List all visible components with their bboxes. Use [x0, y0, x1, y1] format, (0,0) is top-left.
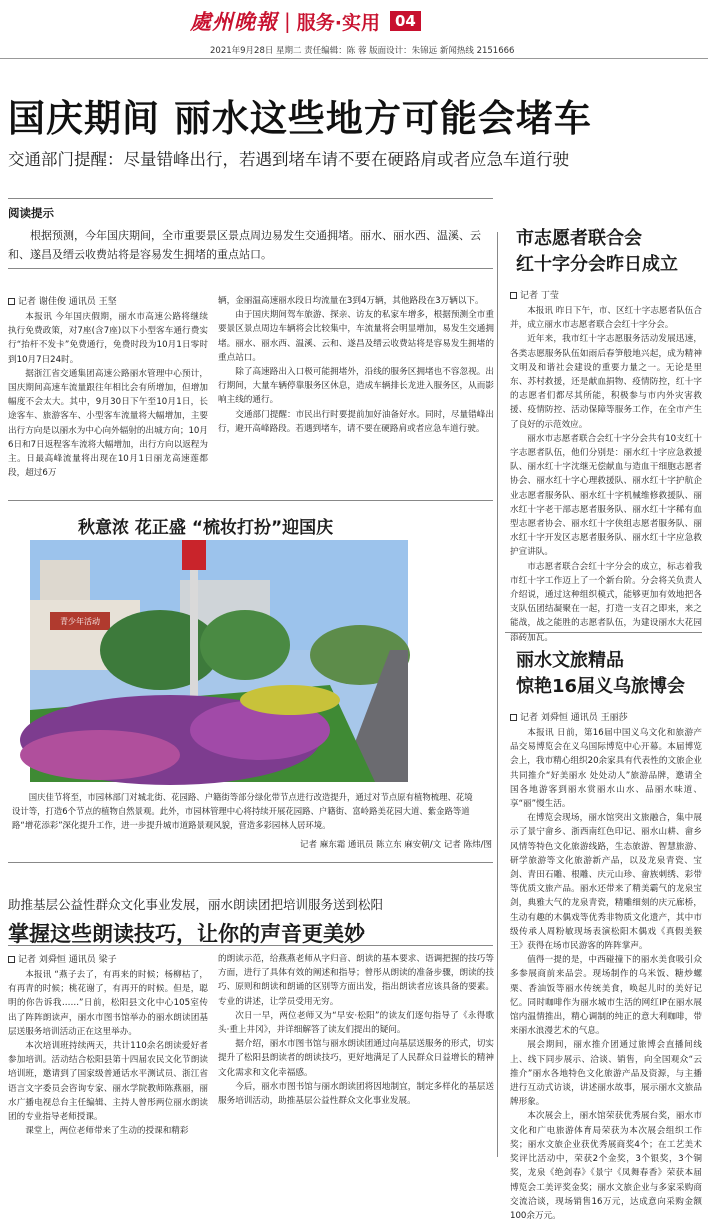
byline-box-icon [510, 292, 517, 299]
main-paragraph: 辆，金丽温高速丽水段日均流量在3到4万辆，其他路段在3万辆以下。 [218, 296, 484, 306]
main-column-1 [8, 294, 208, 490]
reading-rule [8, 945, 493, 946]
expo-article [510, 710, 702, 1221]
reading-tip-text: 根据预测，今年国庆期间，全市重要景区景点周边易发生交通拥堵。丽水、丽水西、温溪、云和、遂昌及缙云收费站将是容易发生拥堵的重点站口。 [8, 229, 481, 261]
expo-paragraph: 展会期间，丽水推介团通过旅博会直播间线上、线下同步展示、洽谈、销售，向全国观众“云推介”丽水各地特色文化旅游产品及资源，与主播进行互动式访谈，讲述丽水故事，展示丽水文旅品牌形象。 [510, 1040, 702, 1108]
section-name: 服务·实用 [296, 11, 380, 34]
page-number: 04 [390, 11, 421, 31]
volunteer-article [510, 288, 702, 643]
lead-rule-bottom [8, 268, 493, 269]
lead-rule [8, 198, 493, 199]
reading-paragraph: 次日一早，两位老师又为“早安·松阳”的读友们逐句指导了《永得歌头·重上井冈》，并详细解答了读友们提出的疑问。 [218, 1010, 494, 1036]
reading-paragraph: 的朗读示范，给燕燕老师从字归音、朗读的基本要求、语调把握的技巧等方面，进行了具体有效的阐述和指导；曾彤从朗读的准备步骤，朗读的技巧、原则和朗读和朗诵的区别等方面出发，指出朗读者应该具备的要素。专业的讲述，让学员受用无穷。 [218, 954, 494, 1007]
section-rule [8, 862, 493, 863]
main-headline: 国庆期间 丽水这些地方可能会堵车 [8, 97, 592, 140]
expo-paragraph: 在博览会现场，丽水馆突出文旅融合，集中展示了景宁畲乡、浙西南红色印记、丽水山耕、畲乡风情等特色文化旅游线路，生态旅游、智慧旅游、研学旅游等文化旅游新产品，以及龙泉青瓷、宝剑、青田石雕、根雕、庆元山珍、畲族刺绣、彩带等优质文旅产品。丽水还带来了精美霸气的龙泉宝剑，典雅大气的龙泉青瓷，精雕细刻的庆元廊桥，生动有趣的木偶戏等优秀非物质文化遗产，其中市级传承人周粉敏现场表演松阳木偶戏《真假美猴王》获得在场市民游客的阵阵掌声。 [510, 813, 702, 952]
masthead-separator: | [284, 9, 291, 33]
expo-paragraph: 本报讯 日前，第16届中国义乌文化和旅游产品交易博览会在义乌国际博览中心开幕。本届博览会上，我市精心组织20余家具有代表性的文旅企业共同推介“好美丽水 处处动人”旅游品牌，邀请全国各地游客到丽水赏丽水山水、品丽水味道、享“丽”慢生活。 [510, 728, 702, 810]
flower-bed-photo [30, 540, 408, 782]
byline-box-icon [8, 956, 15, 963]
reading-tip-label: 阅读提示 [8, 206, 54, 220]
main-paragraph: 由于国庆期间驾车旅游、探亲、访友的私家车增多，根据预测全市重要景区景点周边车辆将会比较集中，车流量将会明显增加，易发生交通拥堵。丽水、丽水西、温溪、云和、遂昌及缙云收费站将是容易发生拥堵的重点站口。 [218, 310, 494, 363]
reading-paragraph: 今后，丽水市图书馆与丽水朗读团将因地制宜，制定多样化的基层送服务培训活动，助推基层公益性群众文化事业发展。 [218, 1081, 494, 1107]
reading-paragraph: 本次培训班持续两天，共计110余名朗读爱好者参加培训。活动结合松阳县第十四届农民文化节朗读培训班，邀请到了国家级普通话水平测试员、浙江省语言文字委员会咨询专家、丽水学院教师陈燕丽，丽水广播电视总台主任编辑、主持人曾彤两位丽水朗读团的专业指导老师授课。 [8, 1041, 208, 1123]
street-scene-illustration [30, 540, 408, 782]
right-section-rule [505, 632, 702, 633]
main-byline: 记者 谢佳俊 通讯员 王坚 [8, 294, 208, 307]
expo-headline: 丽水文旅精品 惊艳16届义乌旅博会 [516, 650, 686, 697]
reading-column-2 [218, 952, 494, 1157]
masthead [190, 6, 690, 36]
volunteer-paragraph: 市志愿者联合会红十字分会的成立，标志着我市红十字工作迈上了一个新台阶。分会将关负责人介绍说，通过这种组织模式，能够更加有效地把各支队伍团结凝聚在一起，打造一支召之即来，来之能战，战之能胜的志愿者队伍，为建设丽水大花园添砖加瓦。 [510, 561, 702, 643]
reading-byline: 记者 刘舜恒 通讯员 梁子 [8, 952, 208, 965]
photo-rule [8, 500, 493, 501]
reading-paragraph: 据介绍，丽水市图书馆与丽水朗读团通过向基层送服务的形式，切实提升了松阳县朗读者的朗读技巧，更好地满足了人民群众日益增长的精神文化需求和文化幸福感。 [218, 1039, 494, 1078]
building-sign-text: 青少年活动 [60, 617, 100, 626]
main-paragraph: 据浙江省交通集团高速公路丽水管理中心预计，国庆期间高速车流量跟往年相比会有所增加，但增加幅度不会太大。其中，9月30日下午至10月1日，长途客车、旅游客车、小型客车流量将大幅增加，主要出行方向是以丽水为中心向外辐射的出城方向；10月6日和7日返程客车流将大幅增加，出行方向以返程为主。日最高峰流量将出现在10月1日丽龙高速莲都段，超过6万 [8, 368, 208, 479]
reading-paragraph: 本报讯 “燕子去了，有再来的时候；杨柳枯了，有再青的时候；桃花谢了，有再开的时候。但是，聪明的你告诉我……”日前，松阳县文化中心105室传出了阵阵朗读声，丽水市图书馆举办的丽水朗读团基层送服务培训活动正在这里举办。 [8, 970, 208, 1037]
newspaper-name: 處州晚報 [190, 9, 278, 34]
volunteer-paragraph: 近年来，我市红十字志愿服务活动发展迅速，各类志愿服务队伍如雨后春笋般地兴起，成为精神文明及和谐社会建设的重要力量之一。无论是里东、苏村救援，还是献血捐物、疫情防控，红十字的志愿者们都尽其所能，积极参与市内外灾害救援、疫情防控、活动保障等服务工作，在全市产生了良好的示范效应。 [510, 334, 702, 430]
issue-info: 2021年9月28日 星期二 责任编辑：陈 蓉 版面设计：朱锦远 新闻热线 2151666 [210, 46, 515, 56]
expo-byline: 记者 刘舜恒 通讯员 王丽莎 [510, 710, 702, 723]
main-paragraph: 本报讯 今年国庆假期，丽水市高速公路将继续执行免费政策，对7座(含7座)以下小型客车通行费实行“抬杆不发卡”免费通行，免费时段为10月1日零时到10月7日24时。 [8, 312, 208, 365]
column-divider [497, 232, 498, 1157]
main-subhead: 交通部门提醒：尽量错峰出行，若遇到堵车请不要在硬路肩或者应急车道行驶 [8, 150, 569, 169]
volunteer-paragraph: 丽水市志愿者联合会红十字分会共有10支红十字志愿者队伍，他们分别是：丽水红十字应急救援队、丽水红十字沈继无偿献血与造血干细胞志愿者协会、丽水红十字心理救援队、丽水红十字护航企业志愿者服务队、丽水红十字机械维修救援队、丽水红十字老干部志愿者服务队、丽水红十字稀有血型志愿者协会、丽水红十字侠组志愿者服务队、丽水红十字开发区志愿者服务队、丽水红十字应急救护宣讲队。 [510, 433, 702, 558]
main-paragraph: 除了高速路出入口极可能拥堵外，沿线的服务区拥堵也不容忽视。出行期间，大量车辆停靠服务区休息，造成车辆排长龙进入服务区，从而影响主线的通行。 [218, 367, 494, 406]
photo-caption: 国庆佳节将至，市园林部门对城北街、花园路、户籍街等部分绿化带节点进行改造提升，通过对节点原有植物梳理、花境设计等，打造6个节点的植物自然景观。此外，市园林管理中心将持续开展花园路、户籍街、富岭路美花园大道、紫金路等道路“增花添彩”深化提升工作，进一步提升城市道路景观风貌，营造多彩园林人居环境。 [12, 792, 473, 830]
reading-headline: 掌握这些朗读技巧，让你的声音更美妙 [8, 922, 365, 946]
reading-kicker: 助推基层公益性群众文化事业发展，丽水朗读团把培训服务送到松阳 [8, 897, 384, 912]
byline-box-icon [510, 714, 517, 721]
volunteer-byline: 记者 丁莹 [510, 288, 702, 301]
volunteer-paragraph: 本报讯 昨日下午，市、区红十字志愿者队伍合并，成立丽水市志愿者联合会红十字分会。 [510, 306, 702, 331]
main-column-2 [218, 294, 494, 490]
expo-paragraph: 值得一提的是，中西碰撞下的丽水美食吸引众多参展商前来品尝。现场制作的乌米饭、糖炒螺栗、香油饭等丽水传统美食，唤起儿时的美好记忆。同时咖啡作为丽水城市生活的网红IP在丽水展馆内温情推出，精心调制的纯正的意大利咖啡，带来丽水浪漫艺术的气息。 [510, 955, 702, 1037]
expo-paragraph: 本次展会上，丽水馆荣获优秀展台奖，丽水市文化和广电旅游体育局荣获为本次展会组织工作奖；丽水文旅企业获优秀展商奖4个；在工艺美术奖评比活动中，荣获2个金奖，3个银奖，3个铜奖，龙泉《绝剑春》《景宁《凤舞春香》荣获本届博览会工美评奖金奖；丽水文旅企业与多家采购商交流洽谈，现场销售16万元，达成意向采购金额100余万元。 [510, 1111, 702, 1221]
photo-credit: 记者 麻东霜 通讯员 陈立东 麻安朝/文 记者 陈炜/图 [300, 840, 492, 850]
byline-box-icon [8, 298, 15, 305]
volunteer-headline: 市志愿者联合会 红十字分会昨日成立 [516, 228, 678, 275]
reading-paragraph: 课堂上，两位老师带来了生动的授课和精彩 [25, 1126, 189, 1137]
photo-headline: 秋意浓 花正盛 “梳妆打扮”迎国庆 [78, 518, 334, 538]
header-rule [0, 58, 708, 59]
main-paragraph: 交通部门提醒：市民出行时要提前加好油备好水。同时，尽量错峰出行，避开高峰路段。若遇到堵车，请不要在硬路肩或者应急车道行驶。 [218, 409, 494, 434]
reading-column-1 [8, 952, 208, 1157]
